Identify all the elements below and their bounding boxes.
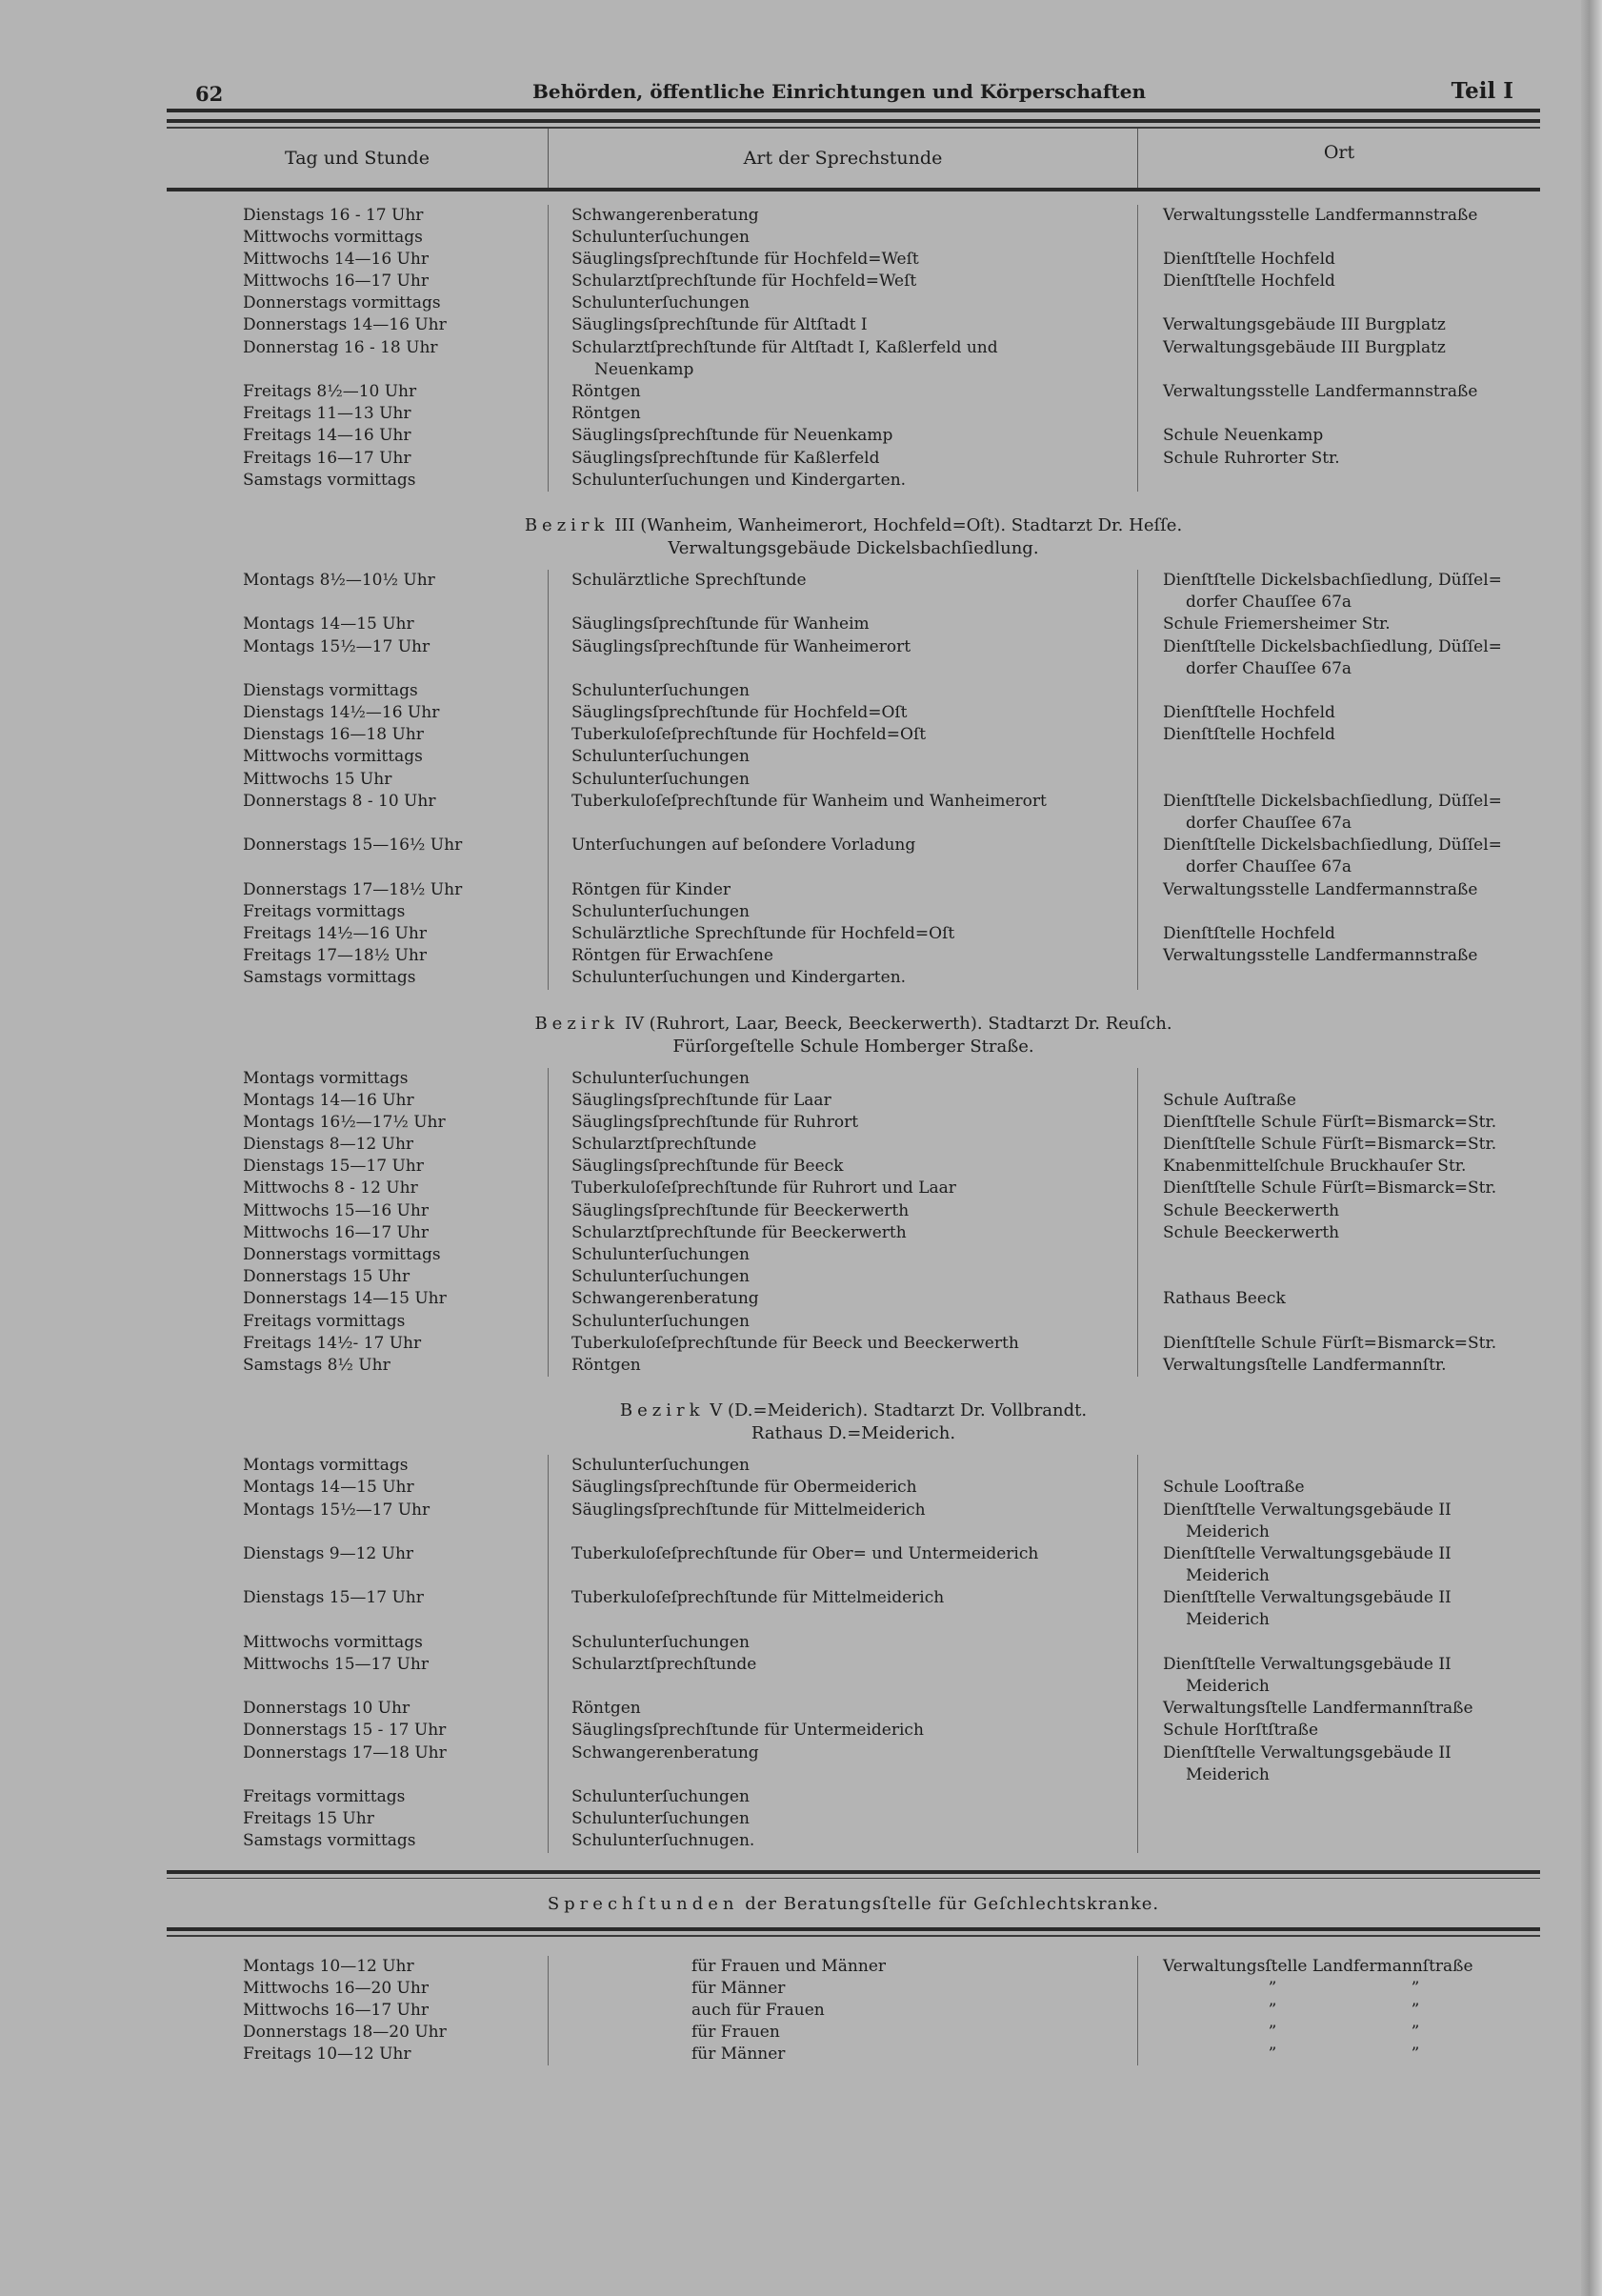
district-office: Fürſorgeſtelle Schule Homberger Straße. (672, 1036, 1034, 1057)
cell-day-time: Samstags vormittags (243, 470, 416, 490)
district-areas: (D.=Meiderich). (727, 1400, 869, 1421)
cell-day-time: Mittwochs vormittags (243, 227, 423, 247)
cell-location: Schule Friemersheimer Str. (1163, 614, 1391, 634)
cell-day-time: Donnerstags 14—15 Uhr (243, 1289, 447, 1309)
column-headers (167, 129, 1540, 188)
cell-day-time: Samstags 8½ Uhr (243, 1355, 390, 1375)
column-day-time (167, 1956, 548, 2066)
column-consultation-type (548, 1956, 1138, 2066)
cell-location (1163, 1455, 1540, 1477)
cell-day-time: Donnerstags 10 Uhr (243, 1699, 411, 1719)
cell-consultation-type: Schulunterſuchungen (571, 1068, 750, 1088)
cell-day-time (243, 856, 548, 878)
cell-consultation-type: für Männer (691, 2044, 786, 2064)
cell-day-time: Donnerstags 15—16½ Uhr (243, 836, 463, 856)
cell-day-time (243, 1565, 548, 1587)
district-office: Verwaltungsgebäude Dickelsbachſiedlung. (668, 537, 1039, 558)
column-location (1138, 1068, 1540, 1378)
cell-day-time: Donnerstags 15 - 17 Uhr (243, 1721, 447, 1741)
cell-consultation-type: Schulunterſuchungen (571, 1456, 750, 1476)
cell-location (1163, 292, 1540, 314)
column-location (1138, 1956, 1540, 2066)
column-day-time (167, 1068, 548, 1378)
cell-day-time: Freitags 14½—16 Uhr (243, 923, 427, 943)
cell-location: Dienſtſtelle Verwaltungsgebäude II (1163, 1500, 1452, 1520)
std-section-title (167, 1879, 1540, 1927)
cell-location: Meiderich (1186, 1677, 1270, 1696)
cell-day-time: Mittwochs vormittags (243, 747, 423, 767)
schedule-block-district-3 (167, 570, 1540, 990)
cell-day-time: Donnerstags 14—16 Uhr (243, 315, 447, 335)
cell-consultation-type: Tuberkuloſeſprechſtunde für Wanheim und Wanheimerort (571, 791, 1047, 811)
cell-location: Meiderich (1186, 1566, 1270, 1586)
ditto-mark: ” (1411, 2023, 1420, 2043)
cell-day-time: Dienstags 15—17 Uhr (243, 1588, 424, 1608)
cell-location: Dienſtſtelle Hochfeld (1163, 923, 1335, 943)
cell-location: Meiderich (1186, 1521, 1270, 1541)
cell-day-time: Samstags vormittags (243, 1831, 416, 1851)
cell-consultation-type: Säuglingsſprechſtunde für Hochfeld=Weſt (571, 249, 919, 269)
cell-location: Dienſtſtelle Schule Fürſt=Bismarck=Str. (1163, 1333, 1497, 1353)
cell-day-time: Montags vormittags (243, 1068, 409, 1088)
cell-location: Schule Horſtſtraße (1163, 1721, 1319, 1741)
district-doctor: Stadtarzt Dr. Vollbrandt. (873, 1400, 1088, 1421)
cell-day-time (243, 592, 548, 614)
column-day-time (167, 570, 548, 990)
cell-location: Schule Auſtraße (1163, 1090, 1296, 1110)
cell-day-time (243, 658, 548, 680)
part-label: Teil I (1451, 78, 1513, 104)
district-doctor: Stadtarzt Dr. Heſſe. (1011, 514, 1183, 535)
cell-day-time (243, 1521, 548, 1543)
cell-consultation-type (571, 1764, 1137, 1786)
cell-location (1163, 227, 1540, 249)
cell-consultation-type (571, 658, 1137, 680)
schedule-block-district-4 (167, 1068, 1540, 1378)
cell-location (1163, 470, 1540, 492)
column-day-time (167, 205, 548, 492)
cell-consultation-type: Tuberkuloſeſprechſtunde für Mittelmeiderich (571, 1588, 945, 1608)
cell-consultation-type: Schwangerenberatung (571, 205, 759, 225)
cell-location (1163, 1978, 1540, 2000)
district-areas: (Wanheim, Wanheimerort, Hochfeld=Oſt). (640, 514, 1007, 535)
district-label: Bezirk (534, 1013, 620, 1034)
district-numeral: III (614, 514, 635, 535)
cell-day-time: Montags 8½—10½ Uhr (243, 570, 435, 590)
district-doctor: Stadtarzt Dr. Reuſch. (988, 1013, 1172, 1034)
cell-consultation-type: Schwangerenberatung (571, 1742, 759, 1762)
cell-location: Verwaltungsſtelle Landfermannſtraße (1163, 1699, 1473, 1719)
cell-location: Verwaltungsstelle Landfermannstraße (1163, 382, 1478, 401)
cell-day-time: Mittwochs 8 - 12 Uhr (243, 1178, 418, 1198)
district-numeral: V (710, 1400, 723, 1421)
cell-consultation-type: Röntgen (571, 382, 641, 401)
schedule-block-continued (167, 191, 1540, 492)
ditto-mark: ” (1411, 1978, 1420, 1998)
cell-location (1163, 769, 1540, 791)
cell-consultation-type: Schulärztliche Sprechſtunde für Hochfeld=Oſt (571, 923, 955, 943)
ditto-mark: ” (1268, 2044, 1277, 2064)
cell-consultation-type: Schularztſprechſtunde für Beeckerwerth (571, 1222, 907, 1242)
cell-location: Verwaltungsstelle Landfermannstraße (1163, 879, 1478, 899)
cell-day-time: Freitags vormittags (243, 901, 406, 921)
cell-day-time (243, 1676, 548, 1698)
cell-location: Knabenmittelſchule Bruckhauſer Str. (1163, 1157, 1467, 1177)
ditto-mark: ” (1268, 2000, 1277, 2020)
cell-day-time: Mittwochs 15 Uhr (243, 769, 392, 789)
cell-consultation-type: Schulunterſuchnugen. (571, 1831, 755, 1851)
ditto-mark: ” (1268, 2023, 1277, 2043)
cell-consultation-type (571, 1676, 1137, 1698)
column-consultation-type (548, 205, 1138, 492)
cell-consultation-type: Schulunterſuchungen (571, 680, 750, 700)
page-number: 62 (195, 82, 224, 106)
cell-day-time: Mittwochs 16—20 Uhr (243, 1978, 429, 1998)
cell-consultation-type: Säuglingsſprechſtunde für Mittelmeiderich (571, 1500, 926, 1520)
cell-location: Dienſtſtelle Hochfeld (1163, 249, 1335, 269)
cell-consultation-type: Säuglingsſprechſtunde für Obermeiderich (571, 1478, 917, 1498)
cell-consultation-type: Tuberkuloſeſprechſtunde für Hochfeld=Oſt (571, 725, 927, 745)
cell-location (1163, 746, 1540, 768)
cell-consultation-type: Schulunterſuchungen (571, 1632, 750, 1652)
cell-day-time: Donnerstag 16 - 18 Uhr (243, 337, 438, 357)
cell-location (1163, 2000, 1540, 2022)
cell-consultation-type: Säuglingsſprechſtunde für Ruhrort (571, 1112, 859, 1132)
cell-consultation-type (571, 1609, 1137, 1631)
cell-consultation-type: Tuberkuloſeſprechſtunde für Ober= und Untermeiderich (571, 1543, 1039, 1563)
cell-location: Verwaltungsgebäude III Burgplatz (1163, 315, 1446, 335)
cell-location (1163, 2044, 1540, 2065)
cell-consultation-type: Säuglingsſprechſtunde für Beeckerwerth (571, 1200, 910, 1220)
cell-location: Dienſtſtelle Dickelsbachſiedlung, Düſſel= (1163, 836, 1502, 856)
cell-day-time: Dienstags 16 - 17 Uhr (243, 205, 424, 225)
cell-location: Verwaltungsſtelle Landfermannſtr. (1163, 1355, 1447, 1375)
document-page (167, 76, 1540, 2065)
cell-day-time: Freitags vormittags (243, 1311, 406, 1331)
cell-day-time: Montags vormittags (243, 1456, 409, 1476)
cell-day-time: Dienstags 9—12 Uhr (243, 1543, 414, 1563)
cell-day-time: Samstags vormittags (243, 968, 416, 988)
cell-consultation-type: Schulunterſuchungen (571, 1267, 750, 1287)
cell-day-time: Montags 10—12 Uhr (243, 1956, 414, 1976)
cell-consultation-type: Säuglingsſprechſtunde für Wanheim (571, 614, 870, 634)
schedule-block-std-clinic (167, 1937, 1540, 2066)
cell-day-time: Freitags 11—13 Uhr (243, 404, 411, 424)
cell-consultation-type: Schularztſprechſtunde für Hochfeld=Weſt (571, 272, 917, 292)
cell-location (1163, 1808, 1540, 1830)
cell-location (1163, 1311, 1540, 1333)
cell-consultation-type: Schulunterſuchungen (571, 901, 750, 921)
cell-consultation-type: Neuenkamp (594, 359, 694, 379)
cell-consultation-type: Tuberkuloſeſprechſtunde für Ruhrort und Laar (571, 1178, 956, 1198)
cell-location: Verwaltungsgebäude III Burgplatz (1163, 337, 1446, 357)
district-heading-4 (167, 990, 1540, 1068)
cell-location: Dienſtſtelle Dickelsbachſiedlung, Düſſel= (1163, 570, 1502, 590)
cell-consultation-type: Schulunterſuchungen (571, 293, 750, 313)
cell-day-time: Mittwochs 15—16 Uhr (243, 1200, 429, 1220)
cell-day-time (243, 813, 548, 835)
cell-location: Schule Ruhrorter Str. (1163, 448, 1340, 468)
cell-consultation-type: Schulunterſuchungen (571, 227, 750, 247)
cell-location (1163, 1830, 1540, 1852)
cell-consultation-type (571, 813, 1137, 835)
cell-consultation-type: Unterſuchungen auf beſondere Vorladung (571, 836, 916, 856)
cell-consultation-type: Schulunterſuchungen (571, 747, 750, 767)
cell-day-time: Dienstags 14½—16 Uhr (243, 703, 440, 723)
running-title: Behörden, öffentliche Einrichtungen und Körperschaften (532, 80, 1146, 103)
cell-consultation-type: Säuglingsſprechſtunde für Neuenkamp (571, 426, 893, 446)
cell-location: dorfer Chauſſee 67a (1186, 658, 1352, 678)
column-location (1138, 1455, 1540, 1852)
cell-day-time: Dienstags 8—12 Uhr (243, 1135, 414, 1155)
cell-location (1163, 1068, 1540, 1090)
cell-day-time: Montags 15½—17 Uhr (243, 636, 431, 656)
cell-location (1163, 359, 1540, 381)
district-numeral: IV (624, 1013, 644, 1034)
cell-location (1163, 680, 1540, 702)
cell-consultation-type: Tuberkuloſeſprechſtunde für Beeck und Beeckerwerth (571, 1333, 1019, 1353)
cell-consultation-type: Röntgen (571, 1355, 641, 1375)
cell-day-time: Mittwochs vormittags (243, 1632, 423, 1652)
cell-location: Dienſtſtelle Hochfeld (1163, 272, 1335, 292)
cell-day-time: Montags 14—16 Uhr (243, 1090, 414, 1110)
cell-consultation-type: für Frauen (691, 2023, 780, 2043)
cell-consultation-type: Säuglingsſprechſtunde für Wanheimerort (571, 636, 911, 656)
cell-location: Dienſtſtelle Dickelsbachſiedlung, Düſſel= (1163, 636, 1502, 656)
ditto-mark: ” (1411, 2044, 1420, 2064)
district-areas: (Ruhrort, Laar, Beeck, Beeckerwerth). (649, 1013, 983, 1034)
cell-day-time: Montags 14—15 Uhr (243, 614, 414, 634)
running-header (167, 76, 1540, 109)
cell-consultation-type (571, 592, 1137, 614)
cell-location: dorfer Chauſſee 67a (1186, 857, 1352, 877)
cell-consultation-type: Schwangerenberatung (571, 1289, 759, 1309)
cell-day-time: Dienstags 16—18 Uhr (243, 725, 424, 745)
cell-consultation-type: Schulunterſuchungen und Kindergarten. (571, 470, 907, 490)
cell-day-time: Freitags 16—17 Uhr (243, 448, 411, 468)
column-consultation-type (548, 1455, 1138, 1852)
cell-consultation-type: für Männer (691, 1978, 786, 1998)
cell-location: Dienſtſtelle Hochfeld (1163, 725, 1335, 745)
cell-consultation-type: für Frauen und Männer (691, 1956, 886, 1976)
cell-location: Dienſtſtelle Hochfeld (1163, 703, 1335, 723)
cell-location: Dienſtſtelle Verwaltungsgebäude II (1163, 1588, 1452, 1608)
cell-day-time (243, 359, 548, 381)
cell-day-time: Mittwochs 15—17 Uhr (243, 1654, 429, 1674)
cell-location: Dienſtſtelle Verwaltungsgebäude II (1163, 1654, 1452, 1674)
cell-day-time: Donnerstags 8 - 10 Uhr (243, 791, 436, 811)
column-consultation-type (548, 570, 1138, 990)
cell-location (1163, 901, 1540, 923)
cell-day-time: Freitags 14—16 Uhr (243, 426, 411, 446)
cell-day-time (243, 1764, 548, 1786)
cell-location (1163, 1266, 1540, 1288)
cell-day-time: Montags 16½—17½ Uhr (243, 1112, 446, 1132)
cell-location (1163, 1632, 1540, 1654)
schedule-block-district-5 (167, 1455, 1540, 1869)
cell-day-time: Donnerstags 15 Uhr (243, 1267, 411, 1287)
cell-day-time: Freitags 14½- 17 Uhr (243, 1333, 422, 1353)
column-header-day-time: Tag und Stunde (285, 147, 430, 169)
cell-consultation-type: Säuglingsſprechſtunde für Beeck (571, 1157, 844, 1177)
cell-consultation-type (571, 1521, 1137, 1543)
cell-location: Dienſtſtelle Schule Fürſt=Bismarck=Str. (1163, 1112, 1497, 1132)
cell-location: Meiderich (1186, 1610, 1270, 1630)
cell-location: Meiderich (1186, 1764, 1270, 1784)
cell-consultation-type: Säuglingsſprechſtunde für Kaßlerfeld (571, 448, 880, 468)
cell-location: Dienſtſtelle Schule Fürſt=Bismarck=Str. (1163, 1135, 1497, 1155)
cell-day-time: Freitags 15 Uhr (243, 1809, 374, 1829)
cell-consultation-type: Säuglingsſprechſtunde für Hochfeld=Oſt (571, 703, 908, 723)
cell-day-time: Donnerstags 17—18 Uhr (243, 1742, 447, 1762)
page-edge-shadow (1581, 0, 1602, 2296)
cell-location: Schule Neuenkamp (1163, 426, 1324, 446)
cell-consultation-type: Schulunterſuchungen (571, 1245, 750, 1264)
cell-consultation-type: auch für Frauen (691, 2000, 825, 2020)
std-section-title-spaced: Sprechſtunden (547, 1894, 739, 1914)
cell-consultation-type: Röntgen (571, 1699, 641, 1719)
cell-day-time: Freitags 17—18½ Uhr (243, 946, 427, 966)
cell-day-time: Mittwochs 16—17 Uhr (243, 272, 429, 292)
cell-consultation-type: Röntgen für Erwachſene (571, 946, 773, 966)
column-location (1138, 570, 1540, 990)
district-label: Bezirk (619, 1400, 705, 1421)
column-header-place: Ort (1323, 141, 1355, 163)
cell-location: Verwaltungsstelle Landfermannstraße (1163, 205, 1478, 225)
cell-day-time: Freitags 10—12 Uhr (243, 2044, 411, 2064)
ditto-mark: ” (1268, 1978, 1277, 1998)
cell-day-time: Montags 15½—17 Uhr (243, 1500, 431, 1520)
cell-day-time: Donnerstags 17—18½ Uhr (243, 879, 463, 899)
ditto-mark: ” (1411, 2000, 1420, 2020)
cell-consultation-type (571, 856, 1137, 878)
cell-location: dorfer Chauſſee 67a (1186, 593, 1352, 613)
cell-location (1163, 1244, 1540, 1266)
cell-day-time: Donnerstags vormittags (243, 1245, 441, 1264)
cell-consultation-type (571, 1565, 1137, 1587)
cell-day-time: Montags 14—15 Uhr (243, 1478, 414, 1498)
cell-location: Verwaltungsſtelle Landfermannſtraße (1163, 1956, 1473, 1976)
cell-consultation-type: Schularztſprechſtunde (571, 1654, 757, 1674)
cell-consultation-type: Schularztſprechſtunde (571, 1135, 757, 1155)
cell-consultation-type: Säuglingsſprechſtunde für Altſtadt I (571, 315, 868, 335)
column-day-time (167, 1455, 548, 1852)
cell-location: dorfer Chauſſee 67a (1186, 814, 1352, 833)
cell-consultation-type: Röntgen (571, 404, 641, 424)
cell-location: Schule Beeckerwerth (1163, 1200, 1340, 1220)
cell-location: Dienſtſtelle Schule Fürſt=Bismarck=Str. (1163, 1178, 1497, 1198)
cell-location (1163, 2022, 1540, 2044)
district-label: Bezirk (524, 514, 610, 535)
cell-location: Schule Beeckerwerth (1163, 1222, 1340, 1242)
cell-consultation-type: Schulunterſuchungen und Kindergarten. (571, 968, 907, 988)
district-office: Rathaus D.=Meiderich. (751, 1423, 956, 1444)
cell-location: Dienſtſtelle Verwaltungsgebäude II (1163, 1543, 1452, 1563)
cell-location (1163, 403, 1540, 425)
cell-consultation-type: Schulunterſuchungen (571, 1809, 750, 1829)
cell-consultation-type: Schularztſprechſtunde für Altſtadt I, Kaßlerfeld und (571, 337, 998, 357)
column-header-type: Art der Sprechstunde (548, 129, 1138, 188)
cell-day-time: Mittwochs 16—17 Uhr (243, 2000, 429, 2020)
column-location (1138, 205, 1540, 492)
cell-day-time: Donnerstags vormittags (243, 293, 441, 313)
cell-location: Dienſtſtelle Verwaltungsgebäude II (1163, 1742, 1452, 1762)
cell-location: Schule Looſtraße (1163, 1478, 1305, 1498)
std-section-title-rest: der Beratungsſtelle für Geſchlechtskranke. (745, 1894, 1160, 1914)
cell-consultation-type: Säuglingsſprechſtunde für Laar (571, 1090, 831, 1110)
cell-location: Verwaltungsstelle Landfermannstraße (1163, 946, 1478, 966)
column-consultation-type (548, 1068, 1138, 1378)
cell-consultation-type: Säuglingsſprechſtunde für Untermeiderich (571, 1721, 924, 1741)
cell-consultation-type: Schulärztliche Sprechſtunde (571, 570, 807, 590)
cell-day-time: Dienstags vormittags (243, 680, 418, 700)
cell-consultation-type: Röntgen für Kinder (571, 879, 731, 899)
district-heading-5 (167, 1377, 1540, 1455)
cell-day-time: Donnerstags 18—20 Uhr (243, 2023, 447, 2043)
cell-day-time: Mittwochs 14—16 Uhr (243, 249, 429, 269)
cell-location (1163, 967, 1540, 989)
district-heading-3 (167, 492, 1540, 570)
cell-day-time (243, 1609, 548, 1631)
cell-day-time: Freitags vormittags (243, 1786, 406, 1806)
cell-location: Rathaus Beeck (1163, 1289, 1286, 1309)
cell-day-time: Freitags 8½—10 Uhr (243, 382, 417, 401)
cell-day-time: Dienstags 15—17 Uhr (243, 1157, 424, 1177)
cell-consultation-type: Schulunterſuchungen (571, 769, 750, 789)
cell-consultation-type: Schulunterſuchungen (571, 1311, 750, 1331)
cell-day-time: Mittwochs 16—17 Uhr (243, 1222, 429, 1242)
cell-location (1163, 1786, 1540, 1808)
cell-consultation-type: Schulunterſuchungen (571, 1786, 750, 1806)
cell-location: Dienſtſtelle Dickelsbachſiedlung, Düſſel= (1163, 791, 1502, 811)
